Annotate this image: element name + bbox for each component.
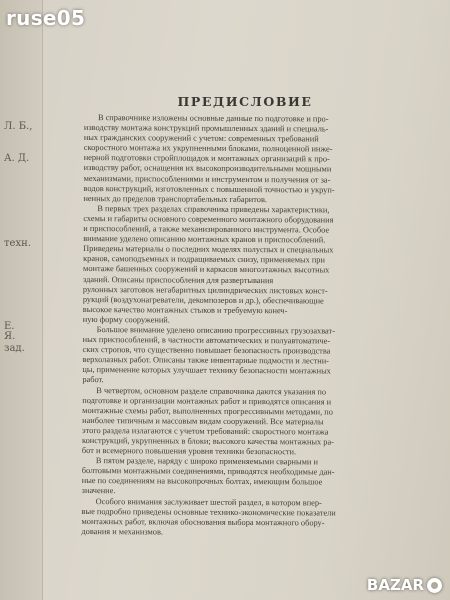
margin-fragment: Л. Б.,: [4, 121, 33, 132]
margin-fragment: Я.: [4, 331, 16, 342]
text-line: высокое качество монтажных стыков и требуемую конеч-: [82, 304, 288, 316]
margin-fragment: А. Д.: [4, 153, 30, 164]
text-line: Приведены материалы о последних моделях полуспых и специальных: [83, 244, 334, 255]
text-line: монтажные схемы работ, выполненных прогрессивными методами, по: [82, 405, 333, 417]
text-line: В первых трех разделах справочника приведены характеристики,: [97, 203, 330, 215]
text-line: болтовыми монтажными соединениями, приводятся необходимые дан-: [81, 466, 335, 477]
margin-fragment: техн.: [4, 238, 31, 249]
page-title: ПРЕДИСЛОВИЕ: [177, 94, 313, 109]
text-line: Большое внимание уделено описанию прогрессивных грузозахват-: [96, 325, 336, 336]
text-line: схемы и габариты основного современного монтажного оборудования: [83, 213, 334, 225]
body-text: [81, 113, 410, 539]
text-line: скоростного монтажа их укрупненными блоками, полноценной инже-: [83, 143, 333, 154]
text-line: В пятом разделе, наряду с широко применяемыми сварными и: [95, 456, 318, 467]
text-line: изводству монтажа конструкций промышленных зданий и специаль-: [83, 123, 329, 134]
text-line: работ.: [82, 375, 104, 385]
text-line: бот и всемерного повышения уровня техники безопасности.: [81, 446, 297, 457]
text-line: ненных до пределов транспортабельных габаритов.: [83, 193, 268, 204]
text-line: изводству работ, оснащения их высокопроизводительными мощными: [83, 163, 332, 174]
text-line: В четвертом, основном разделе справочника даются указания по: [96, 385, 327, 397]
margin-fragment: зад.: [4, 343, 25, 354]
text-line: В справочнике изложены основные данные по подготовке и про-: [97, 113, 329, 124]
text-line: Особого внимания заслуживает шестой раздел, в котором впер-: [95, 496, 322, 508]
text-line: ные по соединениям на высокопрочных болтах, имеющим большое: [81, 476, 323, 487]
text-line: рукций (воздухонагреватели, декомпозеров и др.), обеспечивающие: [82, 294, 324, 306]
text-line: нерной подготовки стройплощадок и монтажных организаций к про-: [83, 153, 330, 164]
watermark: ruse05: [6, 6, 86, 30]
text-line: рулонных заготовок негабаритных цилиндрических листовых конст-: [82, 284, 328, 296]
text-line: монтажных работ, включая обоснования выбора монтажного обору-: [81, 516, 325, 528]
text-line: ских стропов, что существенно повышает безопасность производства: [82, 345, 331, 356]
margin-fragment: Е.: [4, 321, 15, 332]
text-line: механизмами, приспособлениями и инструментом и получения от за-: [83, 173, 331, 185]
text-line: зданий. Описаны приспособления для развертывания: [82, 274, 274, 285]
text-line: вые подробно приведены основные технико-экономические показатели: [81, 506, 336, 518]
text-line: ных гражданских сооружений с учетом: современных требований: [83, 133, 319, 144]
text-line: ных приспособлений, в частности автоматических и полуавтоматиче-: [82, 335, 331, 346]
text-line: и приспособлений, а также механизированного инструмента. Особое: [83, 224, 330, 235]
text-line: подготовке и организации монтажных работ и приводятся описания и: [82, 395, 332, 407]
brand-logo: [367, 576, 442, 594]
brand-mark-icon: [427, 578, 442, 593]
previous-page-edge: [0, 0, 43, 600]
text-line: конструкций, укрупненных в блоки; высокого качества монтажных ра-: [81, 435, 334, 447]
text-line: значение.: [81, 486, 116, 496]
text-line: цы, применение которых улучшает технику безопасности монтажных: [82, 365, 331, 376]
text-line: наиболее типичным и массовым видам сооружений. Все материалы: [82, 415, 324, 427]
text-line: внимание уделено описанию монтажных кранов и приспособлений.: [83, 234, 326, 245]
text-line: ную форму сооружений.: [82, 314, 170, 325]
text-line: верхолазных работ. Описаны также инвентарные подмости и лестни-: [82, 355, 329, 366]
text-line: этого раздела излагаются с учетом требований: скоростного монтажа: [82, 425, 329, 437]
text-line: монтаже башенных сооружений и каркасов многоэтажных высотных: [83, 264, 330, 275]
brand-name: BAZAR: [366, 576, 424, 594]
text-line: кранов, самоподъемных и подращиваемых снизу, применяемых при: [83, 254, 325, 265]
text-line: дования и механизмов.: [81, 526, 164, 537]
text-line: водов конструкций, изготовленных с повышенной точностью и укруп-: [83, 183, 335, 195]
